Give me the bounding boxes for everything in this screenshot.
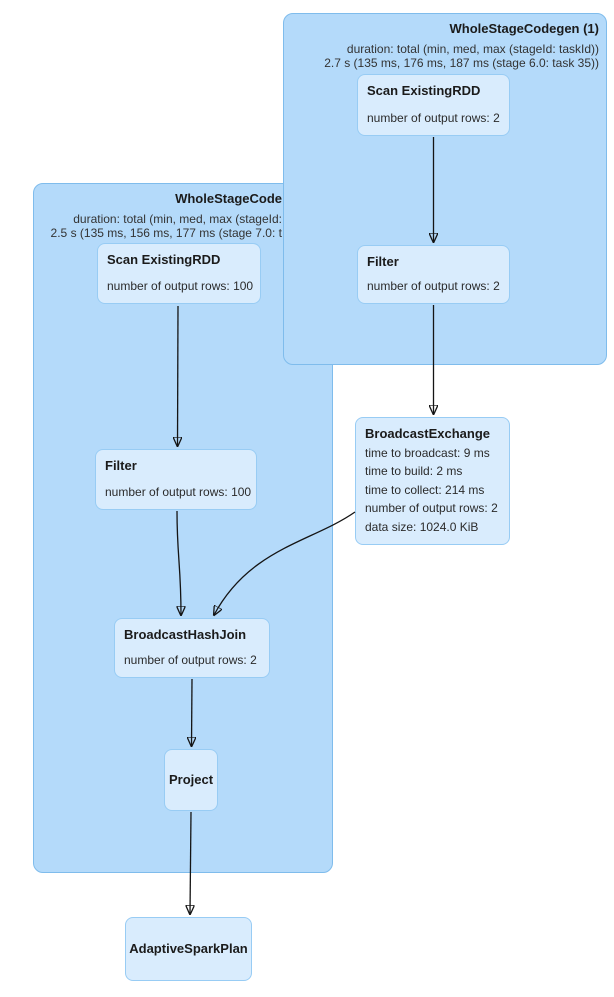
node-scan-existingrdd-1[interactable] xyxy=(357,74,510,136)
node-title: Project xyxy=(168,772,214,787)
node-metric: number of output rows: 2 xyxy=(367,110,500,125)
node-metric: number of output rows: 2 xyxy=(367,278,500,293)
node-metric: data size: 1024.0 KiB xyxy=(365,519,479,534)
node-title: Filter xyxy=(105,458,137,473)
node-title: Scan ExistingRDD xyxy=(107,252,221,267)
node-scan-existingrdd-2[interactable] xyxy=(97,243,261,304)
node-filter-2[interactable] xyxy=(95,449,257,510)
node-metric: number of output rows: 100 xyxy=(105,484,252,499)
node-project[interactable] xyxy=(164,749,218,811)
node-metrics xyxy=(365,444,500,537)
node-title: Scan ExistingRDD xyxy=(367,83,481,98)
cluster-title: WholeStageCodegen (1) xyxy=(449,21,599,36)
node-metric: number of output rows: 2 xyxy=(365,501,498,515)
node-broadcasthashjoin[interactable] xyxy=(114,618,270,678)
node-filter-1[interactable] xyxy=(357,245,510,304)
node-broadcastexchange[interactable] xyxy=(355,417,510,545)
cluster-duration-label: duration: total (min, med, max (stageId: xyxy=(73,212,282,226)
cluster-duration-value: 2.5 s (135 ms, 156 ms, 177 ms (stage 7.0: t xyxy=(50,225,282,240)
node-metric: time to broadcast: 9 ms xyxy=(365,445,490,460)
node-metric: number of output rows: 2 xyxy=(124,652,257,667)
cluster-duration-label: duration: total (min, med, max (stageId: taskId)) xyxy=(346,42,599,56)
cluster-wholestagecodegen-1 xyxy=(283,13,607,365)
node-title: BroadcastExchange xyxy=(365,426,490,441)
node-adaptivesparkplan[interactable] xyxy=(125,917,252,981)
node-metrics xyxy=(124,651,260,670)
node-metrics xyxy=(105,483,252,502)
cluster-header xyxy=(284,14,606,70)
cluster-title: WholeStageCode xyxy=(175,191,282,206)
node-metric: number of output rows: 100 xyxy=(107,278,254,293)
cluster-header xyxy=(34,184,282,240)
node-title: AdaptiveSparkPlan xyxy=(129,941,248,956)
node-title: Filter xyxy=(367,254,399,269)
node-metrics xyxy=(107,277,254,296)
node-metrics xyxy=(367,109,500,128)
node-title: BroadcastHashJoin xyxy=(124,627,247,642)
node-metric: time to build: 2 ms xyxy=(365,464,463,478)
cluster-duration-value: 2.7 s (135 ms, 176 ms, 187 ms (stage 6.0: task 35)) xyxy=(324,55,599,70)
node-metrics xyxy=(367,277,500,296)
node-metric: time to collect: 214 ms xyxy=(365,482,485,497)
